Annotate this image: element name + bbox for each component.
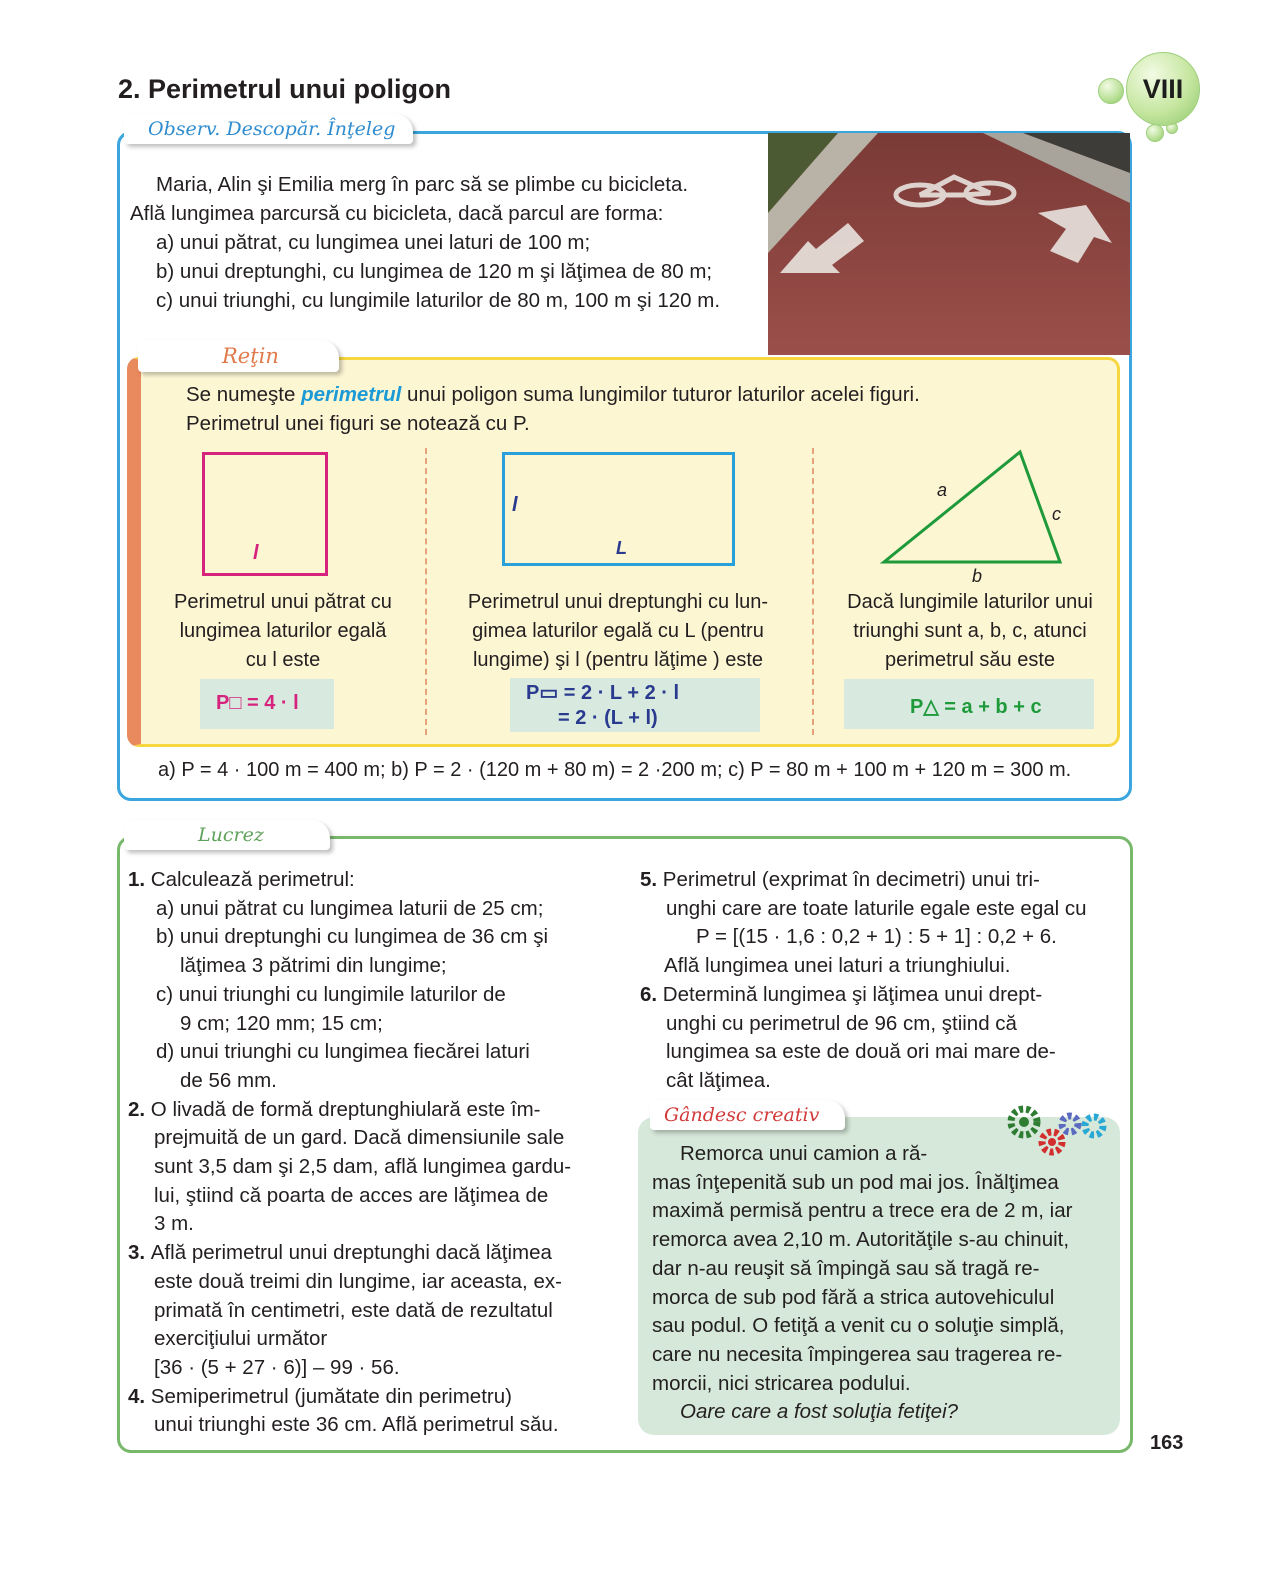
intro-line: b) unui dreptunghi, cu lungimea de 120 m şi lăţimea de 80 m; xyxy=(156,260,713,283)
creative-question: Oare care a fost soluţia fetiţei? xyxy=(680,1400,959,1424)
column-divider xyxy=(425,448,427,735)
exercise-line xyxy=(128,1354,614,1383)
exercise-line xyxy=(128,895,614,924)
page-number: 163 xyxy=(1150,1432,1184,1454)
exercise-text: Află lungimea unei laturi a triunghiului. xyxy=(664,954,1011,978)
creative-line: morca de sub pod fără a strica autovehiculul xyxy=(652,1285,1055,1309)
exercise-line xyxy=(128,952,614,981)
exercise-text: Calculează perimetrul: xyxy=(150,868,355,891)
rectangle-width-label: l xyxy=(512,494,518,516)
square-description-line: Perimetrul unui pătrat cu xyxy=(174,591,392,613)
rectangle-length-label: L xyxy=(616,538,627,558)
creative-line: sau podul. O fetiţă a venit cu o soluţie simplă, xyxy=(652,1314,1065,1338)
exercise-text: [36 · (5 + 27 · 6)] – 99 · 56. xyxy=(154,1355,400,1379)
exercise-line xyxy=(128,1411,614,1440)
exercise-number: 5. xyxy=(640,868,663,891)
rectangle-description-line: Perimetrul unui dreptunghi cu lun- xyxy=(467,591,769,613)
exercise-text: d) unui triunghi cu lungimea fiecărei laturi xyxy=(156,1040,530,1064)
creative-line: morcii, nici stricarea podului. xyxy=(652,1371,911,1395)
exercise-line xyxy=(128,1124,614,1153)
creative-line: mas înţepenită sub un pod mai jos. Înălţimea xyxy=(652,1170,1059,1194)
exercise-text: lăţimea 3 pătrimi din lungime; xyxy=(180,954,447,978)
exercise-line xyxy=(128,1182,614,1211)
retin-tab-label: Reţin xyxy=(138,340,339,372)
triangle-description xyxy=(826,588,1114,675)
exercise-number: 2. xyxy=(128,1097,151,1121)
exercise-text: O livadă de formă dreptunghiulară este îm- xyxy=(150,1097,541,1121)
exercise-text: Află perimetrul unui dreptunghi dacă lăţimea xyxy=(150,1241,552,1265)
triangle-label-c: c xyxy=(1052,504,1061,524)
intro-line: Află lungimea parcursă cu bicicleta, dacă parcul are forma: xyxy=(130,202,664,225)
square-description-line: lungimea laturilor egală xyxy=(179,620,387,642)
triangle-label-a: a xyxy=(937,480,948,500)
exercise-number: 1. xyxy=(128,868,151,891)
bike-lane-photo xyxy=(768,133,1130,355)
exercise-line xyxy=(128,1297,614,1326)
intro-problem xyxy=(130,170,760,315)
exercise-text: primată în centimetri, este dată de rezultatul xyxy=(154,1298,553,1322)
triangle-label-b: b xyxy=(972,566,983,586)
exercise-line xyxy=(128,1239,614,1268)
creative-line: care nu necesita împingerea sau tragerea re- xyxy=(652,1342,1063,1366)
exercise-number: 6. xyxy=(640,982,663,1006)
triangle-formula: P△ = a + b + c xyxy=(910,696,1042,718)
exercise-text: exerciţiului următor xyxy=(154,1327,328,1351)
exercise-line xyxy=(640,981,1124,1010)
exercise-line xyxy=(128,866,614,895)
triangle-description-line: triunghi sunt a, b, c, atunci xyxy=(853,620,1087,642)
exercise-text: P = [(15 · 1,6 : 0,2 + 1) : 5 + 1] : 0,2 + 6. xyxy=(696,925,1057,949)
exercise-text: unghi cu perimetrul de 96 cm, ştiind că xyxy=(666,1011,1017,1035)
exercise-text: unui triunghi este 36 cm. Află perimetrul său. xyxy=(154,1413,559,1437)
exercise-line xyxy=(128,1096,614,1125)
definition xyxy=(186,380,920,438)
rectangle-description-line: gimea laturilor egală cu L (pentru xyxy=(472,620,764,642)
exercise-text: a) unui pătrat cu lungimea laturii de 25 cm; xyxy=(156,896,544,920)
column-divider xyxy=(812,448,814,735)
exercise-text: c) unui triunghi cu lungimile laturilor de xyxy=(156,982,506,1006)
creative-line: remorca avea 2,10 m. Autorităţile s-au chinuit, xyxy=(652,1228,1070,1252)
worked-answers: a) P = 4 · 100 m = 400 m; b) P = 2 · (120 m + 80 m) = 2 ·200 m; c) P = 80 m + 100 m + 120 m = 300 m. xyxy=(158,759,1072,781)
exercise-number: 4. xyxy=(128,1384,151,1408)
exercise-text: 3 m. xyxy=(154,1212,194,1236)
exercise-line xyxy=(128,923,614,952)
definition-text: Se numeşte xyxy=(186,383,302,406)
exercise-text: Determină lungimea şi lăţimea unui drept- xyxy=(662,982,1043,1006)
triangle-description-line: Dacă lungimile laturilor unui xyxy=(847,591,1093,613)
exercise-line xyxy=(640,866,1124,895)
exercise-line xyxy=(128,1325,614,1354)
rectangle-description-line: lungime) şi l (pentru lăţime ) este xyxy=(472,649,764,671)
exercise-text: Semiperimetrul (jumătate din perimetru) xyxy=(150,1384,512,1408)
exercise-line xyxy=(128,1010,614,1039)
exercise-line xyxy=(128,981,614,1010)
exercise-line xyxy=(640,1067,1124,1096)
rectangle-formula-line: = 2 · (L + l) xyxy=(558,707,658,729)
exercise-text: cât lăţimea. xyxy=(666,1068,771,1092)
rectangle-formula-line: P▭ = 2 · L + 2 · l xyxy=(526,682,680,704)
exercise-line xyxy=(128,1383,614,1412)
page-title: 2. Perimetrul unui poligon xyxy=(118,74,452,104)
decor-bubble xyxy=(1146,124,1164,142)
exercise-line xyxy=(640,1010,1124,1039)
square-figure xyxy=(202,452,328,576)
creative-line: Remorca unui camion a ră- xyxy=(680,1142,928,1165)
exercise-text: Perimetrul (exprimat în decimetri) unui tri- xyxy=(662,868,1040,891)
rectangle-description xyxy=(436,588,800,675)
definition-notation: Perimetrul unei figuri se notează cu P. xyxy=(186,412,530,435)
definition-text: unui poligon suma lungimilor tuturor laturilor acelei figuri. xyxy=(401,383,920,406)
exercise-text: 9 cm; 120 mm; 15 cm; xyxy=(180,1011,383,1035)
exercise-line xyxy=(128,1038,614,1067)
exercise-line xyxy=(128,1153,614,1182)
observ-tab-label: Observ. Descopăr. Înţeleg xyxy=(124,114,413,144)
creative-line: maximă permisă pentru a trece era de 2 m, iar xyxy=(652,1199,1073,1223)
creative-line: dar n-au reuşit să împingă sau să tragă re- xyxy=(652,1256,1040,1280)
exercise-text: lungimea sa este de două ori mai mare de- xyxy=(666,1040,1056,1064)
square-side-label: l xyxy=(253,542,259,564)
exercise-text: este două treimi din lungime, iar aceasta, ex- xyxy=(154,1269,562,1293)
intro-line: a) unui pătrat, cu lungimea unei laturi de 100 m; xyxy=(156,231,591,254)
square-description xyxy=(150,588,416,675)
intro-line: c) unui triunghi, cu lungimile laturilor de 80 m, 100 m şi 120 m. xyxy=(156,289,721,312)
exercise-text: de 56 mm. xyxy=(180,1068,277,1092)
chapter-badge: VIII xyxy=(1126,52,1200,126)
exercise-text: b) unui dreptunghi cu lungimea de 36 cm şi xyxy=(156,925,549,949)
exercise-number: 3. xyxy=(128,1241,151,1265)
exercise-line xyxy=(640,952,1124,981)
decor-bubble xyxy=(1098,78,1124,104)
square-formula: P□ = 4 · l xyxy=(216,692,299,714)
exercises-right xyxy=(640,866,1124,1096)
square-description-line: cu l este xyxy=(245,649,321,671)
exercise-line xyxy=(640,895,1124,924)
intro-line: Maria, Alin şi Emilia merg în parc să se plimbe cu bicicleta. xyxy=(156,173,689,196)
exercise-line xyxy=(640,923,1124,952)
exercise-line xyxy=(640,1038,1124,1067)
exercise-text: prejmuită de un gard. Dacă dimensiunile sale xyxy=(154,1126,565,1150)
exercise-line xyxy=(128,1268,614,1297)
exercise-text: lui, ştiind că poarta de acces are lăţimea de xyxy=(154,1183,549,1207)
exercise-text: unghi care are toate laturile egale este egal cu xyxy=(666,896,1087,920)
creative-tab-label: Gândesc creativ xyxy=(650,1100,845,1130)
triangle-figure xyxy=(880,448,1066,566)
creative-text xyxy=(652,1140,1112,1427)
exercise-line xyxy=(128,1067,614,1096)
exercise-line xyxy=(128,1210,614,1239)
exercise-text: sunt 3,5 dam şi 2,5 dam, află lungimea gardu- xyxy=(154,1155,572,1179)
definition-keyword: perimetrul xyxy=(301,383,402,406)
triangle-description-line: perimetrul său este xyxy=(884,649,1056,671)
lucrez-tab-label: Lucrez xyxy=(124,820,330,850)
exercises-left xyxy=(128,866,614,1440)
